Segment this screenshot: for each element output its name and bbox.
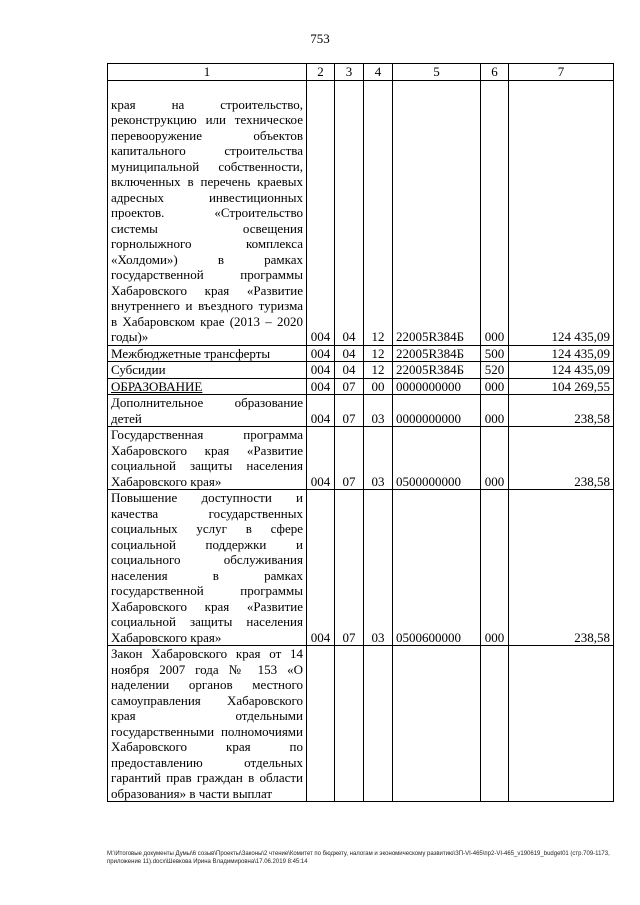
row-amount: 124 435,09	[509, 362, 614, 379]
column-header: 4	[364, 64, 393, 81]
row-amount: 104 269,55	[509, 378, 614, 395]
document-footer-path: M:\Итоговые документы Думы\6 созыв\Проекты\Законы\2 чтение\Комитет по бюджету, налогам и экономическому развитию\ЗП-VI-465\пр2-VI-465_v190619_budget01 (стр.709-1173, приложение 11).docx\Шевкова Ирина Владимировна\17.06.2019 8:45:14	[107, 851, 610, 865]
column-header: 3	[335, 64, 364, 81]
column-header: 5	[393, 64, 481, 81]
row-amount: 238,58	[509, 395, 614, 427]
row-code-5: 0500000000	[393, 427, 481, 490]
table-row	[108, 362, 614, 379]
row-code-2: 004	[307, 427, 335, 490]
row-code-3: 07	[335, 395, 364, 427]
row-code-2: 004	[307, 378, 335, 395]
table-row	[108, 378, 614, 395]
row-code-4: 12	[364, 80, 393, 345]
row-amount	[509, 646, 614, 802]
table-header-row	[108, 64, 614, 81]
row-amount: 238,58	[509, 427, 614, 490]
table-row	[108, 646, 614, 802]
row-code-4	[364, 646, 393, 802]
row-amount: 124 435,09	[509, 345, 614, 362]
row-amount: 238,58	[509, 490, 614, 646]
row-code-2: 004	[307, 395, 335, 427]
row-code-3	[335, 646, 364, 802]
row-name: Дополнительное образование детей	[108, 395, 307, 427]
row-code-6: 000	[481, 490, 509, 646]
row-code-6: 520	[481, 362, 509, 379]
table-row	[108, 490, 614, 646]
row-code-2: 004	[307, 345, 335, 362]
row-code-4: 12	[364, 345, 393, 362]
row-code-3: 04	[335, 362, 364, 379]
row-code-5: 0500600000	[393, 490, 481, 646]
row-name: Закон Хабаровского края от 14 ноября 2007 года № 153 «О наделении органов местного самоуправления Хабаровского края отдельными государственными полномочиями Хабаровского края по предоставлению отдельных гарантий прав граждан в области образования» в части выплат	[108, 646, 307, 802]
row-code-6: 000	[481, 80, 509, 345]
row-code-5: 22005R384Б	[393, 362, 481, 379]
row-code-5: 22005R384Б	[393, 345, 481, 362]
row-code-3: 07	[335, 427, 364, 490]
row-code-2: 004	[307, 362, 335, 379]
row-name: Повышение доступности и качества государственных социальных услуг в сфере социальной поддержки и социального обслуживания населения в рамках государственной программы Хабаровского края «Развитие социальной защиты населения Хабаровского края»	[108, 490, 307, 646]
row-code-6	[481, 646, 509, 802]
row-code-4: 00	[364, 378, 393, 395]
row-name: края на строительство, реконструкцию или техническое перевооружение объектов капитального строительства муниципальной собственности, включенных в перечень краевых адресных инвестиционных проектов. «Строительство системы освещения горнолыжного комплекса «Холдоми») в рамках государственной программы Хабаровского края «Развитие внутреннего и въездного туризма в Хабаровском крае (2013 – 2020 годы)»	[108, 80, 307, 345]
row-code-6: 000	[481, 378, 509, 395]
row-code-2	[307, 646, 335, 802]
row-code-3: 07	[335, 378, 364, 395]
row-code-4: 12	[364, 362, 393, 379]
row-code-2: 004	[307, 490, 335, 646]
column-header: 1	[108, 64, 307, 81]
row-name: Субсидии	[108, 362, 307, 379]
table-row	[108, 427, 614, 490]
row-code-2: 004	[307, 80, 335, 345]
row-code-4: 03	[364, 490, 393, 646]
row-name: ОБРАЗОВАНИЕ	[108, 378, 307, 395]
row-code-5: 0000000000	[393, 378, 481, 395]
table-row	[108, 345, 614, 362]
row-code-5	[393, 646, 481, 802]
row-code-3: 04	[335, 80, 364, 345]
row-code-3: 07	[335, 490, 364, 646]
row-code-4: 03	[364, 395, 393, 427]
row-name: Государственная программа Хабаровского края «Развитие социальной защиты населения Хабаровского края»	[108, 427, 307, 490]
row-code-5: 0000000000	[393, 395, 481, 427]
row-code-4: 03	[364, 427, 393, 490]
table-row	[108, 80, 614, 345]
column-header: 7	[509, 64, 614, 81]
row-code-6: 000	[481, 427, 509, 490]
page-number: 753	[310, 31, 330, 46]
column-header: 6	[481, 64, 509, 81]
row-code-6: 500	[481, 345, 509, 362]
column-header: 2	[307, 64, 335, 81]
row-name: Межбюджетные трансферты	[108, 345, 307, 362]
table-row	[108, 395, 614, 427]
row-code-5: 22005R384Б	[393, 80, 481, 345]
row-code-6: 000	[481, 395, 509, 427]
budget-table	[107, 63, 614, 802]
row-code-3: 04	[335, 345, 364, 362]
row-amount: 124 435,09	[509, 80, 614, 345]
